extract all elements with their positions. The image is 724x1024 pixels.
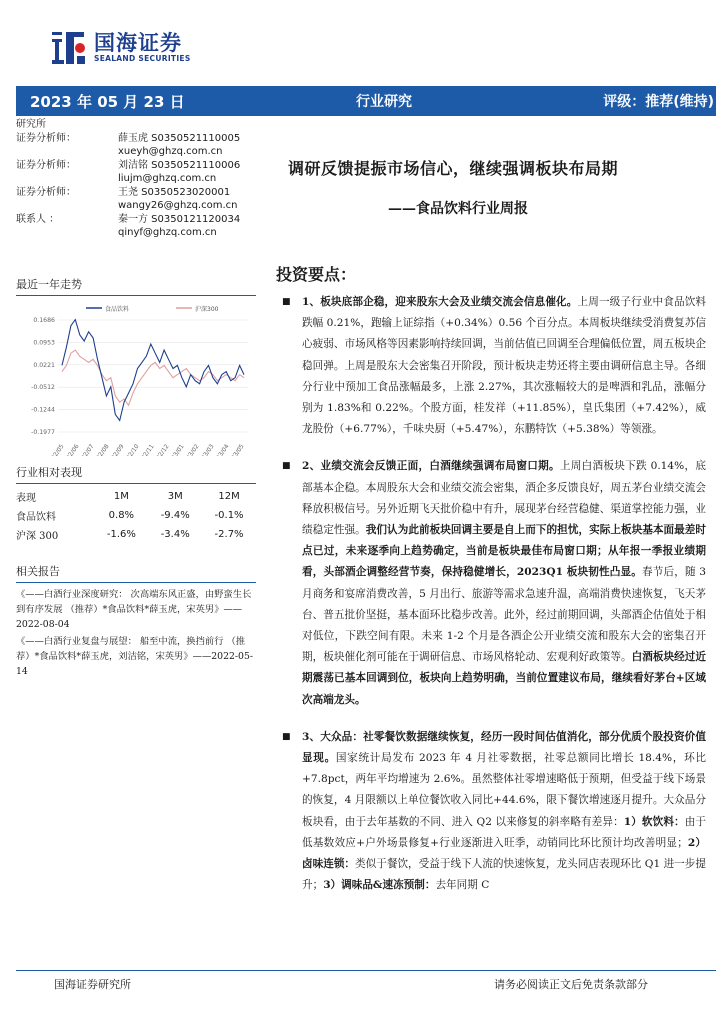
x-tick-label: 23/04 bbox=[214, 443, 231, 456]
analyst-value: 薛玉虎 S0350521110005 bbox=[118, 132, 241, 144]
chart-section-title: 最近一年走势 bbox=[16, 276, 256, 296]
x-tick-label: 22/09 bbox=[109, 443, 126, 456]
performance-cell: -9.4% bbox=[160, 510, 190, 521]
brand-logo bbox=[50, 26, 191, 70]
analyst-value: wangy26@ghzq.com.cn bbox=[118, 200, 238, 211]
analyst-row bbox=[16, 145, 256, 159]
x-tick-label: 23/03 bbox=[199, 443, 216, 456]
analyst-row bbox=[16, 172, 256, 186]
performance-title: 行业相对表现 bbox=[16, 464, 256, 484]
bullet-icon: ■ bbox=[282, 731, 291, 742]
trend-chart-section bbox=[16, 276, 256, 460]
para1-lead: 1、板块底部企稳，迎来股东大会及业绩交流会信息催化。 bbox=[302, 296, 578, 308]
report-body bbox=[276, 292, 706, 912]
performance-cell: 12M bbox=[218, 491, 240, 502]
header-banner bbox=[16, 86, 716, 116]
analyst-row bbox=[16, 213, 256, 227]
performance-cell: 3M bbox=[167, 491, 183, 502]
analyst-value: xueyh@ghzq.com.cn bbox=[118, 146, 223, 157]
invest-points-title: 投资要点： bbox=[276, 265, 357, 284]
performance-cell: -1.6% bbox=[106, 529, 136, 540]
para3-lead: 3、大众品：社零餐饮数据继续恢复，经历一段时间估值消化，部分优质个股投资价值显现。 bbox=[302, 730, 706, 765]
analyst-label: 证券分析师： bbox=[16, 186, 76, 198]
analyst-row bbox=[16, 186, 256, 200]
para2-text: 上周白酒板块下跌 0.14%，底部基本企稳。本周股东大会和业绩交流会密集，酒企多反馈良好，周五茅台业绩交流会释放积极信号。另外近期飞天批价稳中有升，展现茅台经营稳健、渠道掌控能力强，业绩稳定性强。 bbox=[302, 460, 706, 537]
y-tick-label: 0.0953 bbox=[33, 339, 55, 347]
analyst-row bbox=[16, 199, 256, 213]
para2-lead: 2、业绩交流会反馈正面，白酒继续强调布局窗口期。 bbox=[302, 460, 560, 473]
para3-t1: 由于低基数效应+户外场景修复+行业逐渐进入旺季，动销同比环比预计均改善明显； bbox=[302, 815, 706, 849]
performance-cell: -3.4% bbox=[160, 529, 190, 540]
analyst-value: 王尧 S0350523020001 bbox=[118, 186, 231, 198]
bullet-icon: ■ bbox=[282, 461, 291, 472]
brand-name-en: SEALAND SECURITIES bbox=[94, 54, 191, 63]
performance-table bbox=[16, 487, 256, 544]
trend-chart bbox=[16, 296, 256, 456]
para3-b3: 3）调味品&速冻预制： bbox=[323, 879, 436, 892]
analyst-value: 秦一方 S0350121120034 bbox=[118, 213, 241, 225]
x-tick-label: 22/12 bbox=[154, 443, 171, 456]
performance-cell: 表现 bbox=[16, 493, 36, 504]
para3-b2: 2）卤味连锁： bbox=[302, 836, 707, 871]
series-line bbox=[62, 320, 244, 421]
para3-b1: 1）软饮料： bbox=[623, 815, 685, 828]
performance-cell: -0.1% bbox=[214, 510, 244, 521]
paragraph-3 bbox=[276, 727, 706, 897]
report-sub-title: ——食品饮料行业周报 bbox=[388, 201, 528, 217]
para2-bold-mid: 我们认为此前板块回调主要是自上而下的担忧，实际上板块基本面最差时点已过，未来逐季向上趋势确定，当前是板块最佳布局窗口期；从年报一季报业绩期看，头部酒企调整经营节奏，保持稳健增长，2023Q1 板块韧性凸显。 bbox=[302, 524, 706, 579]
x-tick-label: 22/10 bbox=[124, 443, 141, 456]
analyst-row bbox=[16, 132, 256, 146]
analyst-block bbox=[16, 118, 256, 240]
report-main-title: 调研反馈提振市场信心，继续强调板块布局期 bbox=[288, 159, 619, 178]
x-tick-label: 23/02 bbox=[184, 443, 201, 456]
x-tick-label: 22/07 bbox=[79, 443, 96, 456]
report-date: 2023 年 05 月 23 日 bbox=[30, 92, 185, 111]
legend-label: 沪深300 bbox=[195, 306, 219, 313]
x-tick-label: 23/05 bbox=[229, 443, 246, 456]
y-tick-label: 0.0221 bbox=[33, 361, 55, 369]
y-tick-label: -0.0512 bbox=[31, 384, 55, 392]
para2-bold-end: 白酒板块经过近期震荡已基本回调到位，板块向上趋势明确，当前位置建议布局，继续看好茅台+区域次高端龙头。 bbox=[302, 651, 706, 706]
para2-text2: 春节后，随 3 月商务和宴席消费改善，5 月出行、旅游等需求急速升温，高端消费快速恢复，飞天茅台、普五批价坚挺，基本面环比稳步改善。此外，经过前期回调，头部酒企估值处于相对低位，下跌空间有限。未来 1-2 个月是各酒企公开业绩交流和股东大会的密集召开期，板块催化剂可能在于调研信息、市场风格轮动、宏观利好政策等。 bbox=[302, 566, 706, 664]
x-tick-label: 23/01 bbox=[169, 443, 186, 456]
analyst-row bbox=[16, 118, 256, 132]
analyst-label: 证券分析师： bbox=[16, 132, 76, 144]
report-rating: 评级：推荐(维持) bbox=[603, 94, 714, 110]
para1-text: 上周一级子行业中食品饮料跌幅 0.21%，跑输上证综指（+0.34%）0.56 个百分点。本周板块继续受消费复苏信心疲弱、市场风格等因素影响持续回调，当前估值已回调至合理偏低位置，周五板块企稳回弹。上周是股东大会密集召开阶段，预计板块走势还将主要由调研信息主导。各细分行业中预加工食品涨幅最多，上涨 2.27%，其次涨幅较大的是啤酒和乳品，涨幅分别为 1.83%和 0.22%。个股方面，桂发祥（+11.85%），皇氏集团（+7.42%），威龙股份（+6.77%），千味央厨（+5.47%），东鹏特饮（+5.38%）等领涨。 bbox=[302, 296, 707, 436]
performance-cell: 食品饮料 bbox=[16, 512, 56, 523]
para3-t3: 去年同期 C bbox=[435, 879, 490, 892]
performance-cell: -2.7% bbox=[214, 529, 244, 540]
analyst-value: qinyf@ghzq.com.cn bbox=[118, 227, 217, 238]
report-type: 行业研究 bbox=[356, 94, 412, 110]
performance-cell: 1M bbox=[113, 491, 129, 502]
x-tick-label: 22/11 bbox=[139, 443, 156, 456]
performance-row bbox=[16, 487, 256, 506]
performance-cell: 沪深 300 bbox=[16, 531, 59, 542]
y-tick-label: -0.1977 bbox=[31, 429, 55, 436]
performance-row bbox=[16, 506, 256, 525]
x-tick-label: 22/05 bbox=[49, 443, 66, 456]
footer-left: 国海证券研究所 bbox=[54, 978, 131, 991]
x-tick-label: 22/08 bbox=[94, 443, 111, 456]
analyst-label: 证券分析师： bbox=[16, 159, 76, 171]
analyst-row bbox=[16, 226, 256, 240]
para3-t2: 类似于餐饮，受益于线下人流的快速恢复，龙头同店表现环比 Q1 进一步提升； bbox=[302, 858, 706, 892]
performance-row bbox=[16, 525, 256, 544]
performance-section bbox=[16, 464, 256, 544]
analyst-label: 联系人 ： bbox=[16, 213, 60, 225]
y-tick-label: 0.1686 bbox=[33, 317, 55, 324]
analyst-value: 刘洁铭 S0350521110006 bbox=[118, 159, 241, 171]
legend-label: 食品饮料 bbox=[105, 306, 130, 313]
paragraph-1 bbox=[276, 292, 706, 440]
bullet-icon: ■ bbox=[282, 297, 291, 307]
related-report-item[interactable]: 《——白酒行业复盘与展望： 船至中流，换挡前行 （推荐）*食品饮料*薛玉虎，刘洁铭，宋英男》——2022-05-14 bbox=[16, 636, 254, 677]
related-reports-section bbox=[16, 563, 256, 681]
footer-right: 请务必阅读正文后免责条款部分 bbox=[494, 978, 648, 991]
related-report-item[interactable]: 《——白酒行业深度研究： 次高端东风正盛，由野蛮生长到有序发展 （推荐）*食品饮料*薛玉虎，宋英男》——2022-08-04 bbox=[16, 589, 252, 630]
series-line bbox=[62, 350, 244, 405]
analyst-value: liujm@ghzq.com.cn bbox=[118, 173, 217, 184]
para3-text: 国家统计局发布 2023 年 4 月社零数据，社零总额同比增长 18.4%，环比+7.8pct，两年平均增速为 2.6%。虽然整体社零增速略低于预期，但受益于线下场景的恢复，4 月限额以上单位餐饮收入同比+44.6%，限下餐饮增速逐月提升。大众品分板块看，由于去年基数的不同、进入 Q2 以来修复的斜率略有差异： bbox=[302, 752, 706, 828]
x-tick-label: 22/06 bbox=[64, 443, 81, 456]
performance-cell: 0.8% bbox=[108, 510, 135, 521]
analyst-label: 研究所 bbox=[16, 119, 46, 130]
paragraph-2 bbox=[276, 456, 706, 710]
related-title: 相关报告 bbox=[16, 563, 256, 583]
y-tick-label: -0.1244 bbox=[31, 406, 55, 414]
brand-name-cn: 国海证券 bbox=[94, 31, 182, 55]
sealand-logo-icon bbox=[50, 28, 88, 68]
footer-rule bbox=[16, 970, 716, 971]
analyst-row bbox=[16, 159, 256, 173]
